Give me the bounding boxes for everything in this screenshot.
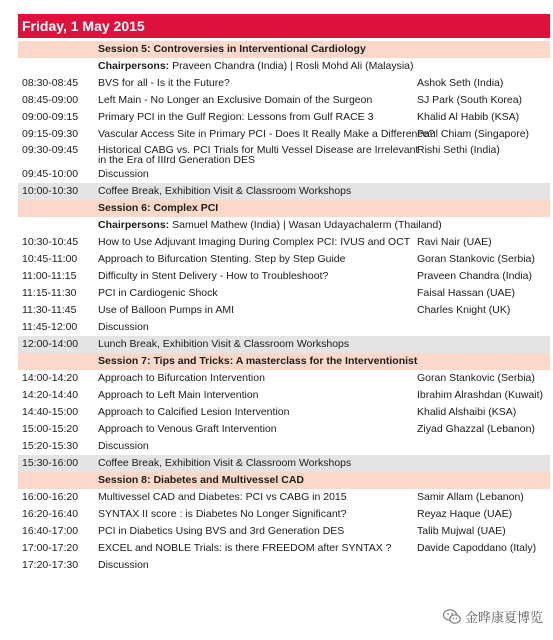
time-slot: 11:15-11:30 <box>22 287 77 299</box>
session-title: Session 7: Tips and Tricks: A masterclass for the Interventionist <box>98 355 418 367</box>
session-header <box>18 200 550 217</box>
time-slot: 17:00-17:20 <box>22 542 79 554</box>
time-slot: 16:00-16:20 <box>22 491 79 503</box>
break-title: Lunch Break, Exhibition Visit & Classroom Workshops <box>98 338 350 350</box>
talk-row <box>18 302 550 319</box>
speaker: Charles Knight (UK) <box>417 304 511 316</box>
talk-row <box>18 75 550 92</box>
talk-title: Left Main - No Longer an Exclusive Domain of the Surgeon <box>98 94 373 106</box>
chairpersons <box>98 219 442 232</box>
talk-title: Approach to Bifurcation Intervention <box>98 372 265 384</box>
talk-row <box>18 557 550 574</box>
speaker: Goran Stankovic (Serbia) <box>417 253 535 265</box>
talk-title-line2: in the Era of IIIrd Generation DES <box>98 154 255 166</box>
time-slot: 11:45-12:00 <box>22 321 78 333</box>
chairpersons-label: Chairpersons: <box>98 60 170 72</box>
chairpersons-row <box>18 58 550 75</box>
talk-row <box>18 319 550 336</box>
time-slot: 10:00-10:30 <box>22 185 79 197</box>
time-slot: 10:45-11:00 <box>22 253 78 265</box>
watermark <box>443 607 543 626</box>
talk-row <box>18 523 550 540</box>
speaker: Reyaz Haque (UAE) <box>417 508 513 520</box>
time-slot: 16:40-17:00 <box>22 525 79 537</box>
talk-row <box>18 421 550 438</box>
time-slot: 15:20-15:30 <box>22 440 79 452</box>
talk-row <box>18 489 550 506</box>
chairpersons-row <box>18 217 550 234</box>
talk-row <box>18 285 550 302</box>
talk-title: Discussion <box>98 321 149 333</box>
talk-title: Discussion <box>98 440 149 452</box>
speaker: Faisal Hassan (UAE) <box>417 287 516 299</box>
talk-row <box>18 92 550 109</box>
speaker: Ziyad Ghazzal (Lebanon) <box>417 423 535 435</box>
talk-row <box>18 540 550 557</box>
time-slot: 11:30-11:45 <box>22 304 77 316</box>
talk-row <box>18 268 550 285</box>
chairpersons <box>98 60 414 73</box>
speaker: Ashok Seth (India) <box>417 77 504 89</box>
speaker: Khalid Alshaibi (KSA) <box>417 406 517 418</box>
talk-title: Vascular Access Site in Primary PCI - Does It Really Make a Difference? <box>98 128 435 140</box>
speaker: Goran Stankovic (Serbia) <box>417 372 535 384</box>
chairpersons-label: Chairpersons: <box>98 219 170 231</box>
talk-title: Approach to Calcified Lesion Intervention <box>98 406 290 418</box>
talk-row <box>18 143 550 166</box>
day-title: Friday, 1 May 2015 <box>18 14 550 38</box>
speaker: SJ Park (South Korea) <box>417 94 523 106</box>
talk-row <box>18 251 550 268</box>
speaker: Khalid Al Habib (KSA) <box>417 111 520 123</box>
speaker: Ravi Nair (UAE) <box>417 236 492 248</box>
talk-title: Multivessel CAD and Diabetes: PCI vs CABG in 2015 <box>98 491 347 503</box>
talk-title: Discussion <box>98 168 149 180</box>
break-row <box>18 183 550 200</box>
talk-title: Approach to Bifurcation Stenting. Step by Step Guide <box>98 253 346 265</box>
talk-title: How to Use Adjuvant Imaging During Complex PCI: IVUS and OCT <box>98 236 411 248</box>
time-slot: 08:45-09:00 <box>22 94 79 106</box>
time-slot: 15:30-16:00 <box>22 457 79 469</box>
talk-title: Approach to Venous Graft Intervention <box>98 423 277 435</box>
time-slot: 09:45-10:00 <box>22 168 79 180</box>
time-slot: 08:30-08:45 <box>22 77 79 89</box>
talk-row <box>18 387 550 404</box>
talk-title: PCI in Cardiogenic Shock <box>98 287 218 299</box>
talk-title: SYNTAX II score : is Diabetes No Longer Significant? <box>98 508 347 520</box>
talk-title: Discussion <box>98 559 149 571</box>
talk-title: BVS for all - Is it the Future? <box>98 77 230 89</box>
talk-row <box>18 370 550 387</box>
session-header <box>18 41 550 58</box>
speaker: Paul Chiam (Singapore) <box>417 128 530 140</box>
time-slot: 09:15-09:30 <box>22 128 79 140</box>
talk-title: Use of Balloon Pumps in AMI <box>98 304 234 316</box>
session-title: Session 5: Controversies in Interventional Cardiology <box>98 43 366 55</box>
speaker: Samir Allam (Lebanon) <box>417 491 524 503</box>
time-slot: 11:00-11:15 <box>22 270 77 282</box>
session-title: Session 6: Complex PCI <box>98 202 219 214</box>
talk-row <box>18 126 550 143</box>
talk-row <box>18 404 550 421</box>
time-slot: 16:20-16:40 <box>22 508 79 520</box>
session-header <box>18 353 550 370</box>
break-title: Coffee Break, Exhibition Visit & Classroom Workshops <box>98 457 352 469</box>
speaker: Praveen Chandra (India) <box>417 270 532 282</box>
chairpersons-names: Praveen Chandra (India) | Rosli Mohd Ali (Malaysia) <box>169 60 414 72</box>
talk-row <box>18 234 550 251</box>
session-header <box>18 472 550 489</box>
time-slot: 12:00-14:00 <box>22 338 79 350</box>
time-slot: 14:40-15:00 <box>22 406 79 418</box>
break-row <box>18 336 550 353</box>
speaker: Rishi Sethi (India) <box>417 144 500 156</box>
watermark-text: 金晔康夏博览 <box>464 610 543 625</box>
talk-title: Primary PCI in the Gulf Region: Lessons from Gulf RACE 3 <box>98 111 374 123</box>
time-slot: 09:30-09:45 <box>22 144 79 156</box>
wechat-icon <box>443 609 461 625</box>
break-title: Coffee Break, Exhibition Visit & Classroom Workshops <box>98 185 352 197</box>
session-title: Session 8: Diabetes and Multivessel CAD <box>98 474 304 486</box>
time-slot: 09:00-09:15 <box>22 111 79 123</box>
speaker: Ibrahim Alrashdan (Kuwait) <box>417 389 544 401</box>
speaker: Talib Mujwal (UAE) <box>417 525 506 537</box>
talk-title: Approach to Left Main Intervention <box>98 389 259 401</box>
talk-title: Historical CABG vs. PCI Trials for Multi Vessel Disease are Irrelevant <box>98 144 419 156</box>
talk-row <box>18 438 550 455</box>
time-slot: 17:20-17:30 <box>22 559 79 571</box>
talk-row <box>18 166 550 183</box>
talk-title: Difficulty in Stent Delivery - How to Troubleshoot? <box>98 270 329 282</box>
time-slot: 14:20-14:40 <box>22 389 79 401</box>
time-slot: 10:30-10:45 <box>22 236 79 248</box>
time-slot: 15:00-15:20 <box>22 423 79 435</box>
time-slot: 14:00-14:20 <box>22 372 79 384</box>
talk-row <box>18 109 550 126</box>
talk-title: EXCEL and NOBLE Trials: is there FREEDOM after SYNTAX ? <box>98 542 392 554</box>
chairpersons-names: Samuel Mathew (India) | Wasan Udayachalerm (Thailand) <box>169 219 442 231</box>
speaker: Davide Capoddano (Italy) <box>417 542 537 554</box>
break-row <box>18 455 550 472</box>
talk-title: PCI in Diabetics Using BVS and 3rd Generation DES <box>98 525 345 537</box>
talk-row <box>18 506 550 523</box>
